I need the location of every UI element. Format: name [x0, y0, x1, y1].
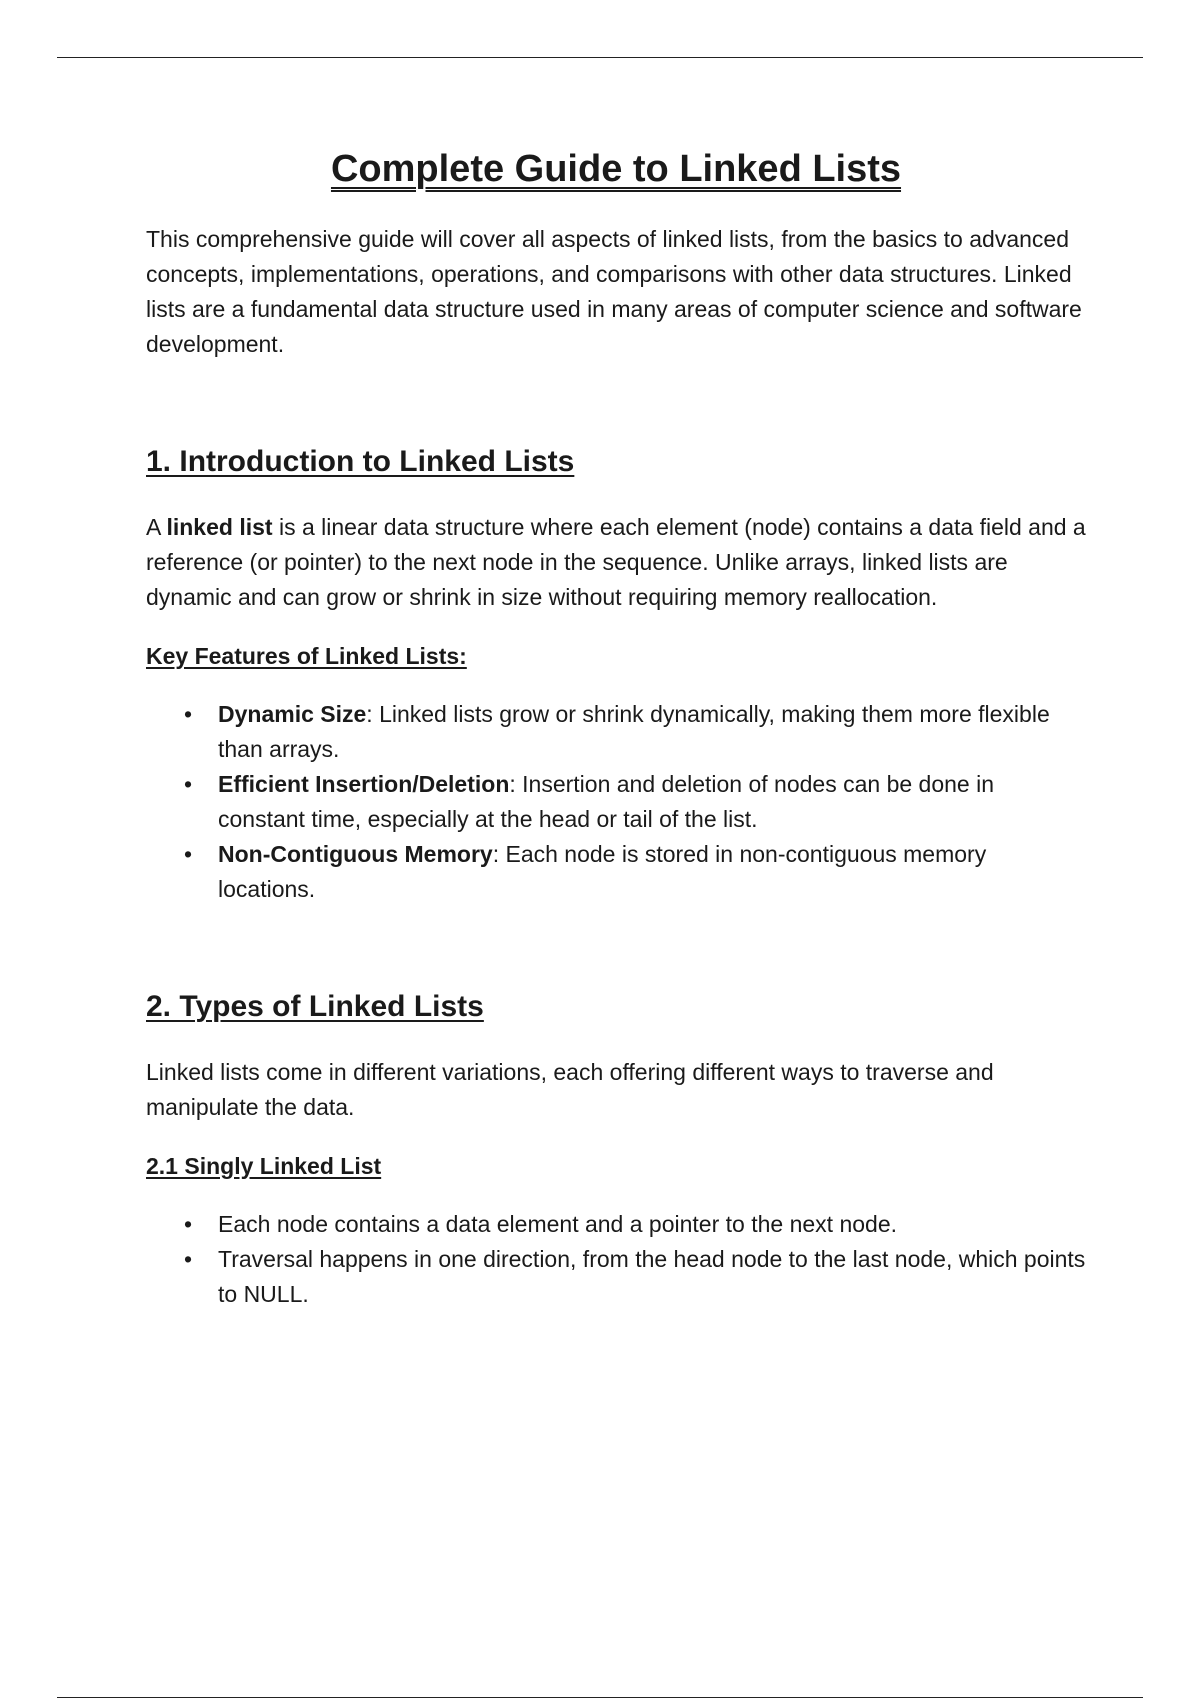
list-item: • Non-Contiguous Memory: Each node is stored in non-contiguous memory locations. — [218, 837, 1086, 907]
list-item: • Dynamic Size: Linked lists grow or shrink dynamically, making them more flexible than arrays. — [218, 697, 1086, 767]
singly-linked-list-heading: 2.1 Singly Linked List — [146, 1152, 382, 1179]
key-features-heading: Key Features of Linked Lists: — [146, 642, 467, 669]
list-item: • Efficient Insertion/Deletion: Insertion and deletion of nodes can be done in constant time, especially at the head or tail of the list. — [218, 767, 1086, 837]
document-page — [146, 148, 1086, 1312]
footer-rule — [57, 1697, 1143, 1698]
singly-linked-list-points — [146, 1207, 1086, 1312]
section-1-heading: 1. Introduction to Linked Lists — [146, 444, 575, 478]
list-item: • Traversal happens in one direction, from the head node to the last node, which points to NULL. — [218, 1242, 1086, 1312]
section-2-heading: 2. Types of Linked Lists — [146, 989, 484, 1023]
list-item: • Each node contains a data element and a pointer to the next node. — [218, 1207, 1086, 1242]
intro-paragraph: This comprehensive guide will cover all aspects of linked lists, from the basics to advanced concepts, implementations, operations, and comparisons with other data structures. Linked lists are a fundamental data structure used in many areas of computer science and software development. — [146, 225, 1082, 357]
section-2-paragraph: Linked lists come in different variations, each offering different ways to traverse and manipulate the data. — [146, 1058, 994, 1120]
section-1-paragraph: A linked list is a linear data structure where each element (node) contains a data field and a reference (or pointer) to the next node in the sequence. Unlike arrays, linked lists are dynamic and can grow or shrink in size without requiring memory reallocation. — [146, 513, 1086, 610]
header-rule — [57, 57, 1143, 58]
document-title: Complete Guide to Linked Lists — [330, 148, 902, 190]
linked-list-term: linked list — [166, 513, 273, 540]
key-features-list — [146, 697, 1086, 907]
